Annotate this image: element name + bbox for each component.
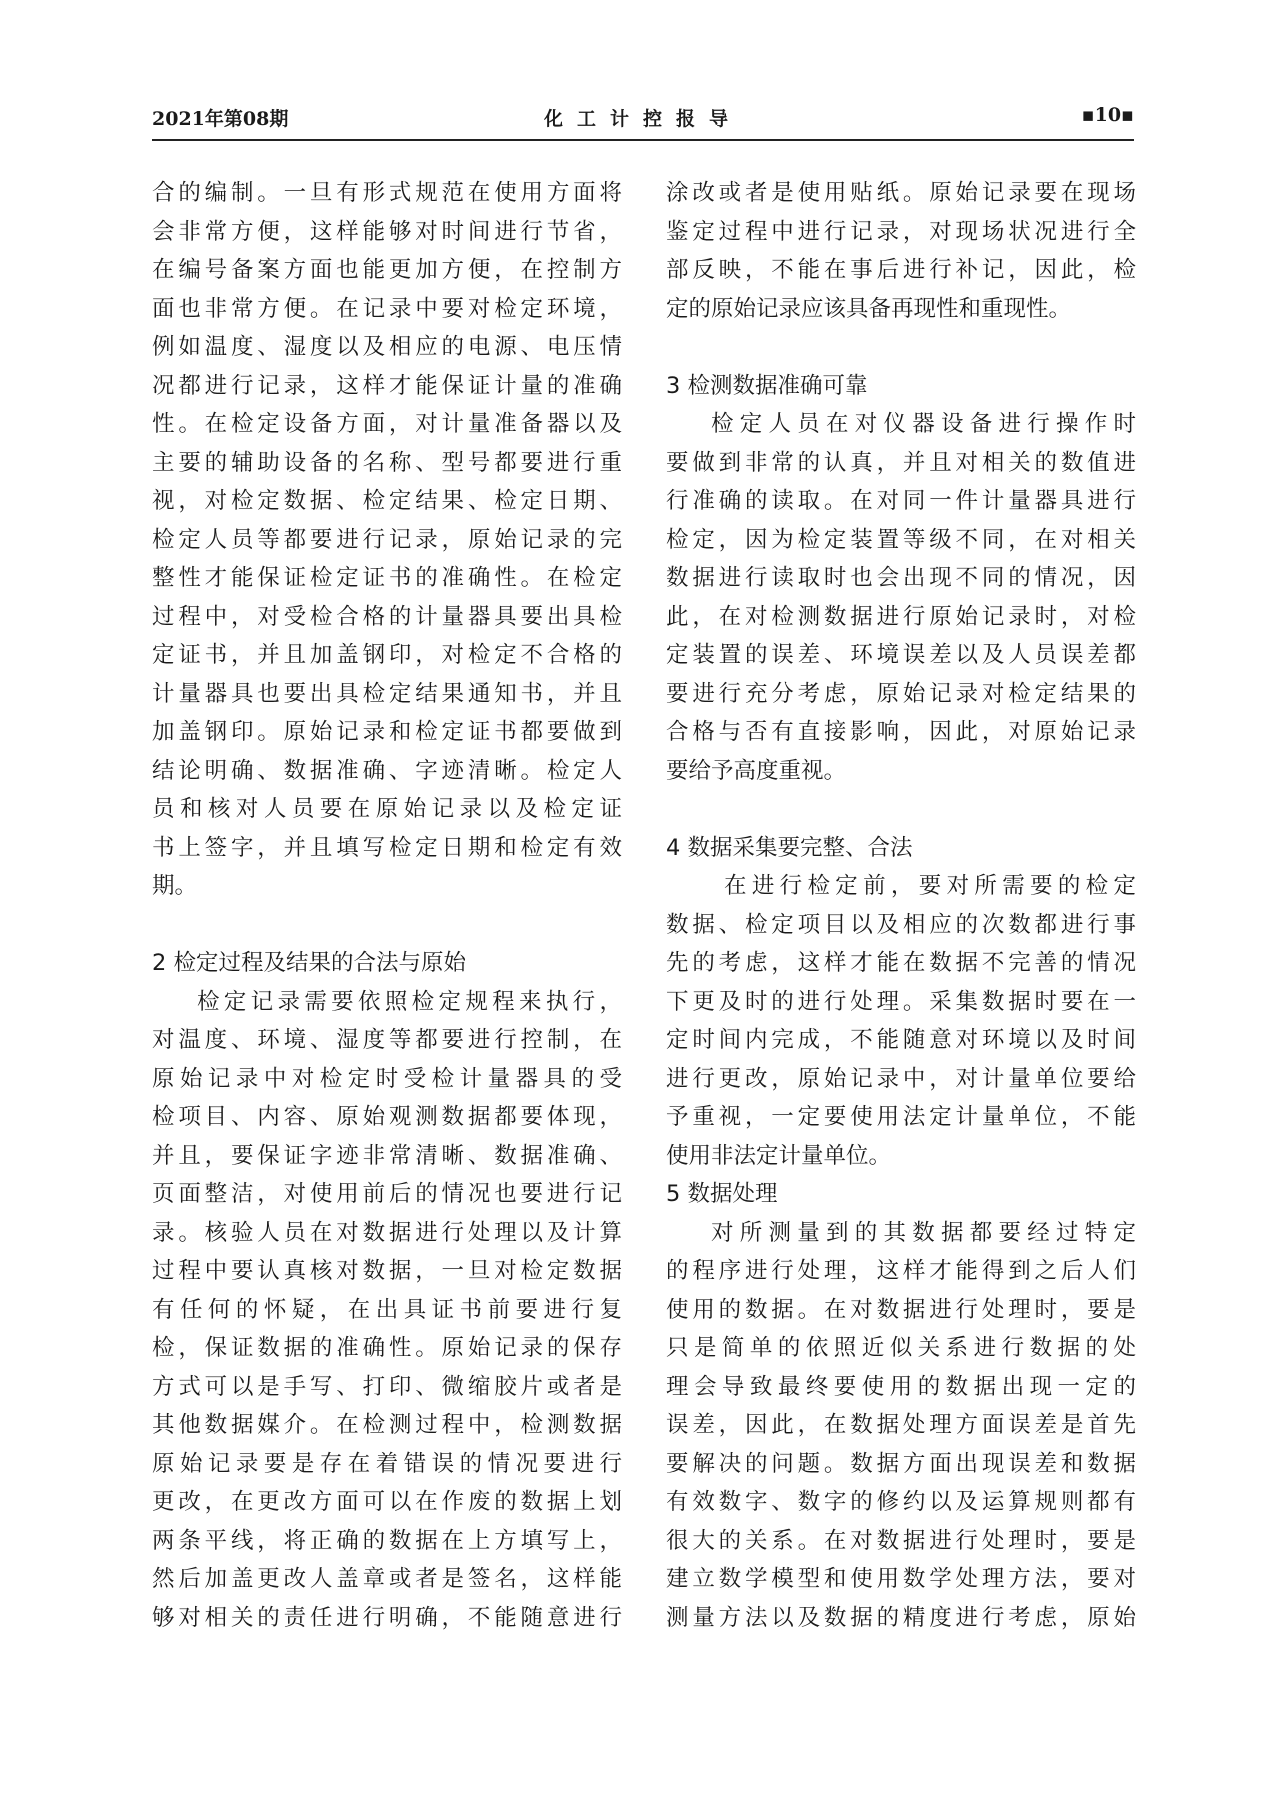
text-line: 两条平线，将正确的数据在上方填写上， xyxy=(152,1527,622,1554)
left-column xyxy=(152,174,622,1637)
text-line: 并且，要保证字迹非常清晰、数据准确、 xyxy=(152,1142,622,1169)
text-line: 予重视，一定要使用法定计量单位，不能 xyxy=(666,1104,1136,1130)
text-line: 理会导致最终要使用的数据出现一定的 xyxy=(666,1373,1136,1400)
text-line: 更改，在更改方面可以在作废的数据上划 xyxy=(152,1489,622,1515)
text-line: 对温度、环境、湿度等都要进行控制，在 xyxy=(152,1027,622,1053)
text-line: 涂改或者是使用贴纸。原始记录要在现场 xyxy=(666,180,1136,206)
text-line: 期。 xyxy=(152,873,198,899)
text-line: 只是简单的依照近似关系进行数据的处 xyxy=(666,1335,1136,1361)
text-line: 计量器具也要出具检定结果通知书，并且 xyxy=(152,680,622,707)
section-heading-3: 3 检测数据准确可靠 xyxy=(666,372,868,399)
text-line: 的程序进行处理，这样才能得到之后人们 xyxy=(666,1258,1136,1284)
text-line: 部反映，不能在事后进行补记，因此，检 xyxy=(666,257,1136,283)
text-line: 页面整洁，对使用前后的情况也要进行记 xyxy=(152,1181,622,1207)
text-line: 鉴定过程中进行记录，对现场状况进行全 xyxy=(666,218,1136,245)
text-line: 员和核对人员要在原始记录以及检定证 xyxy=(152,796,622,822)
text-line: 要进行充分考虑，原始记录对检定结果的 xyxy=(666,680,1136,707)
section-heading-5: 5 数据处理 xyxy=(666,1181,778,1207)
text-line: 检定人员等都要进行记录，原始记录的完 xyxy=(152,526,622,553)
text-line: 有效数字、数字的修约以及运算规则都有 xyxy=(666,1489,1136,1515)
text-line: 检定，因为检定装置等级不同，在对相关 xyxy=(666,526,1136,553)
text-line: 面也非常方便。在记录中要对检定环境， xyxy=(152,295,622,322)
text-line: 测量方法以及数据的精度进行考虑，原始 xyxy=(666,1604,1136,1631)
text-line: 整性才能保证检定证书的准确性。在检定 xyxy=(152,565,622,591)
paragraph-continued xyxy=(666,174,1136,328)
text-line: 过程中，对受检合格的计量器具要出具检 xyxy=(152,603,622,630)
text-line: 很大的关系。在对数据进行处理时，要是 xyxy=(666,1527,1136,1554)
text-line: 定装置的误差、环境误差以及人员误差都 xyxy=(666,642,1136,668)
section-heading-4: 4 数据采集要完整、合法 xyxy=(666,834,913,861)
section-gap xyxy=(666,328,1136,367)
text-line: 使用的数据。在对数据进行处理时，要是 xyxy=(666,1296,1136,1323)
text-line: 合格与否有直接影响，因此，对原始记录 xyxy=(666,719,1136,745)
text-line: 原始记录中对检定时受检计量器具的受 xyxy=(152,1065,622,1092)
text-line: 原始记录要是存在着错误的情况要进行 xyxy=(152,1450,622,1477)
text-line: 检项目、内容、原始观测数据都要体现， xyxy=(152,1104,622,1130)
running-header xyxy=(152,100,1134,134)
text-line: 检定人员在对仪器设备进行操作时 xyxy=(711,411,1136,437)
text-line: 要做到非常的认真，并且对相关的数值进 xyxy=(666,449,1136,476)
text-line: 此，在对检测数据进行原始记录时，对检 xyxy=(666,603,1136,630)
journal-title: 化工计控报导 xyxy=(543,108,742,130)
text-line: 加盖钢印。原始记录和检定证书都要做到 xyxy=(152,719,622,745)
text-line: 定证书，并且加盖钢印，对检定不合格的 xyxy=(152,642,622,668)
text-line: 主要的辅助设备的名称、型号都要进行重 xyxy=(152,449,622,476)
text-line: 录。核验人员在对数据进行处理以及计算 xyxy=(152,1219,622,1246)
text-line: 方式可以是手写、打印、微缩胶片或者是 xyxy=(152,1373,622,1400)
paragraph xyxy=(666,1214,1136,1638)
section-heading-2: 2 检定过程及结果的合法与原始 xyxy=(152,950,466,976)
text-line: 合的编制。一旦有形式规范在使用方面将 xyxy=(152,180,622,206)
text-line: 况都进行记录，这样才能保证计量的准确 xyxy=(152,372,622,399)
text-line: 性。在检定设备方面，对计量准备器以及 xyxy=(152,411,622,437)
text-line: 有任何的怀疑，在出具证书前要进行复 xyxy=(152,1296,622,1323)
text-line: 然后加盖更改人盖章或者是签名，这样能 xyxy=(152,1566,622,1592)
text-line: 书上签字，并且填写检定日期和检定有效 xyxy=(152,834,622,861)
text-line: 行准确的读取。在对同一件计量器具进行 xyxy=(666,488,1136,514)
text-line: 过程中要认真核对数据，一旦对检定数据 xyxy=(152,1258,622,1284)
text-line: 定时间内完成，不能随意对环境以及时间 xyxy=(666,1027,1136,1053)
text-line: 建立数学模型和使用数学处理方法，要对 xyxy=(666,1566,1136,1592)
text-line: 在进行检定前，要对所需要的检定 xyxy=(724,873,1136,899)
text-line: 数据进行读取时也会出现不同的情况，因 xyxy=(666,565,1136,591)
text-line: 检，保证数据的准确性。原始记录的保存 xyxy=(152,1335,622,1361)
text-line: 结论明确、数据准确、字迹清晰。检定人 xyxy=(152,757,622,784)
paragraph xyxy=(152,983,622,1638)
text-line: 先的考虑，这样才能在数据不完善的情况 xyxy=(666,950,1136,976)
text-line: 会非常方便，这样能够对时间进行节省， xyxy=(152,218,622,245)
text-line: 进行更改，原始记录中，对计量单位要给 xyxy=(666,1065,1136,1092)
text-line: 下更及时的进行处理。采集数据时要在一 xyxy=(666,988,1136,1015)
page-number: ▪10▪ xyxy=(1081,104,1134,126)
section-gap xyxy=(666,790,1136,829)
text-line: 其他数据媒介。在检测过程中，检测数据 xyxy=(152,1412,622,1438)
text-line: 使用非法定计量单位。 xyxy=(666,1142,892,1169)
paragraph xyxy=(666,867,1136,1175)
issue-label: 2021年第08期 xyxy=(152,108,289,130)
right-column xyxy=(666,174,1136,1637)
text-line: 要给予高度重视。 xyxy=(666,757,847,784)
text-line: 对所测量到的其数据都要经过特定 xyxy=(711,1219,1136,1246)
text-line: 检定记录需要依照检定规程来执行， xyxy=(197,988,622,1015)
text-line: 视，对检定数据、检定结果、检定日期、 xyxy=(152,488,622,514)
paragraph xyxy=(666,405,1136,790)
section-gap xyxy=(152,906,622,945)
text-line: 误差，因此，在数据处理方面误差是首先 xyxy=(666,1412,1136,1438)
paragraph-continued xyxy=(152,174,622,906)
text-line: 够对相关的责任进行明确，不能随意进行 xyxy=(152,1604,622,1631)
header-rule xyxy=(152,139,1134,141)
text-line: 数据、检定项目以及相应的次数都进行事 xyxy=(666,911,1136,938)
text-line: 要解决的问题。数据方面出现误差和数据 xyxy=(666,1450,1136,1477)
text-line: 在编号备案方面也能更加方便，在控制方 xyxy=(152,257,622,283)
text-line: 例如温度、湿度以及相应的电源、电压情 xyxy=(152,334,622,360)
text-line: 定的原始记录应该具备再现性和重现性。 xyxy=(666,295,1072,322)
